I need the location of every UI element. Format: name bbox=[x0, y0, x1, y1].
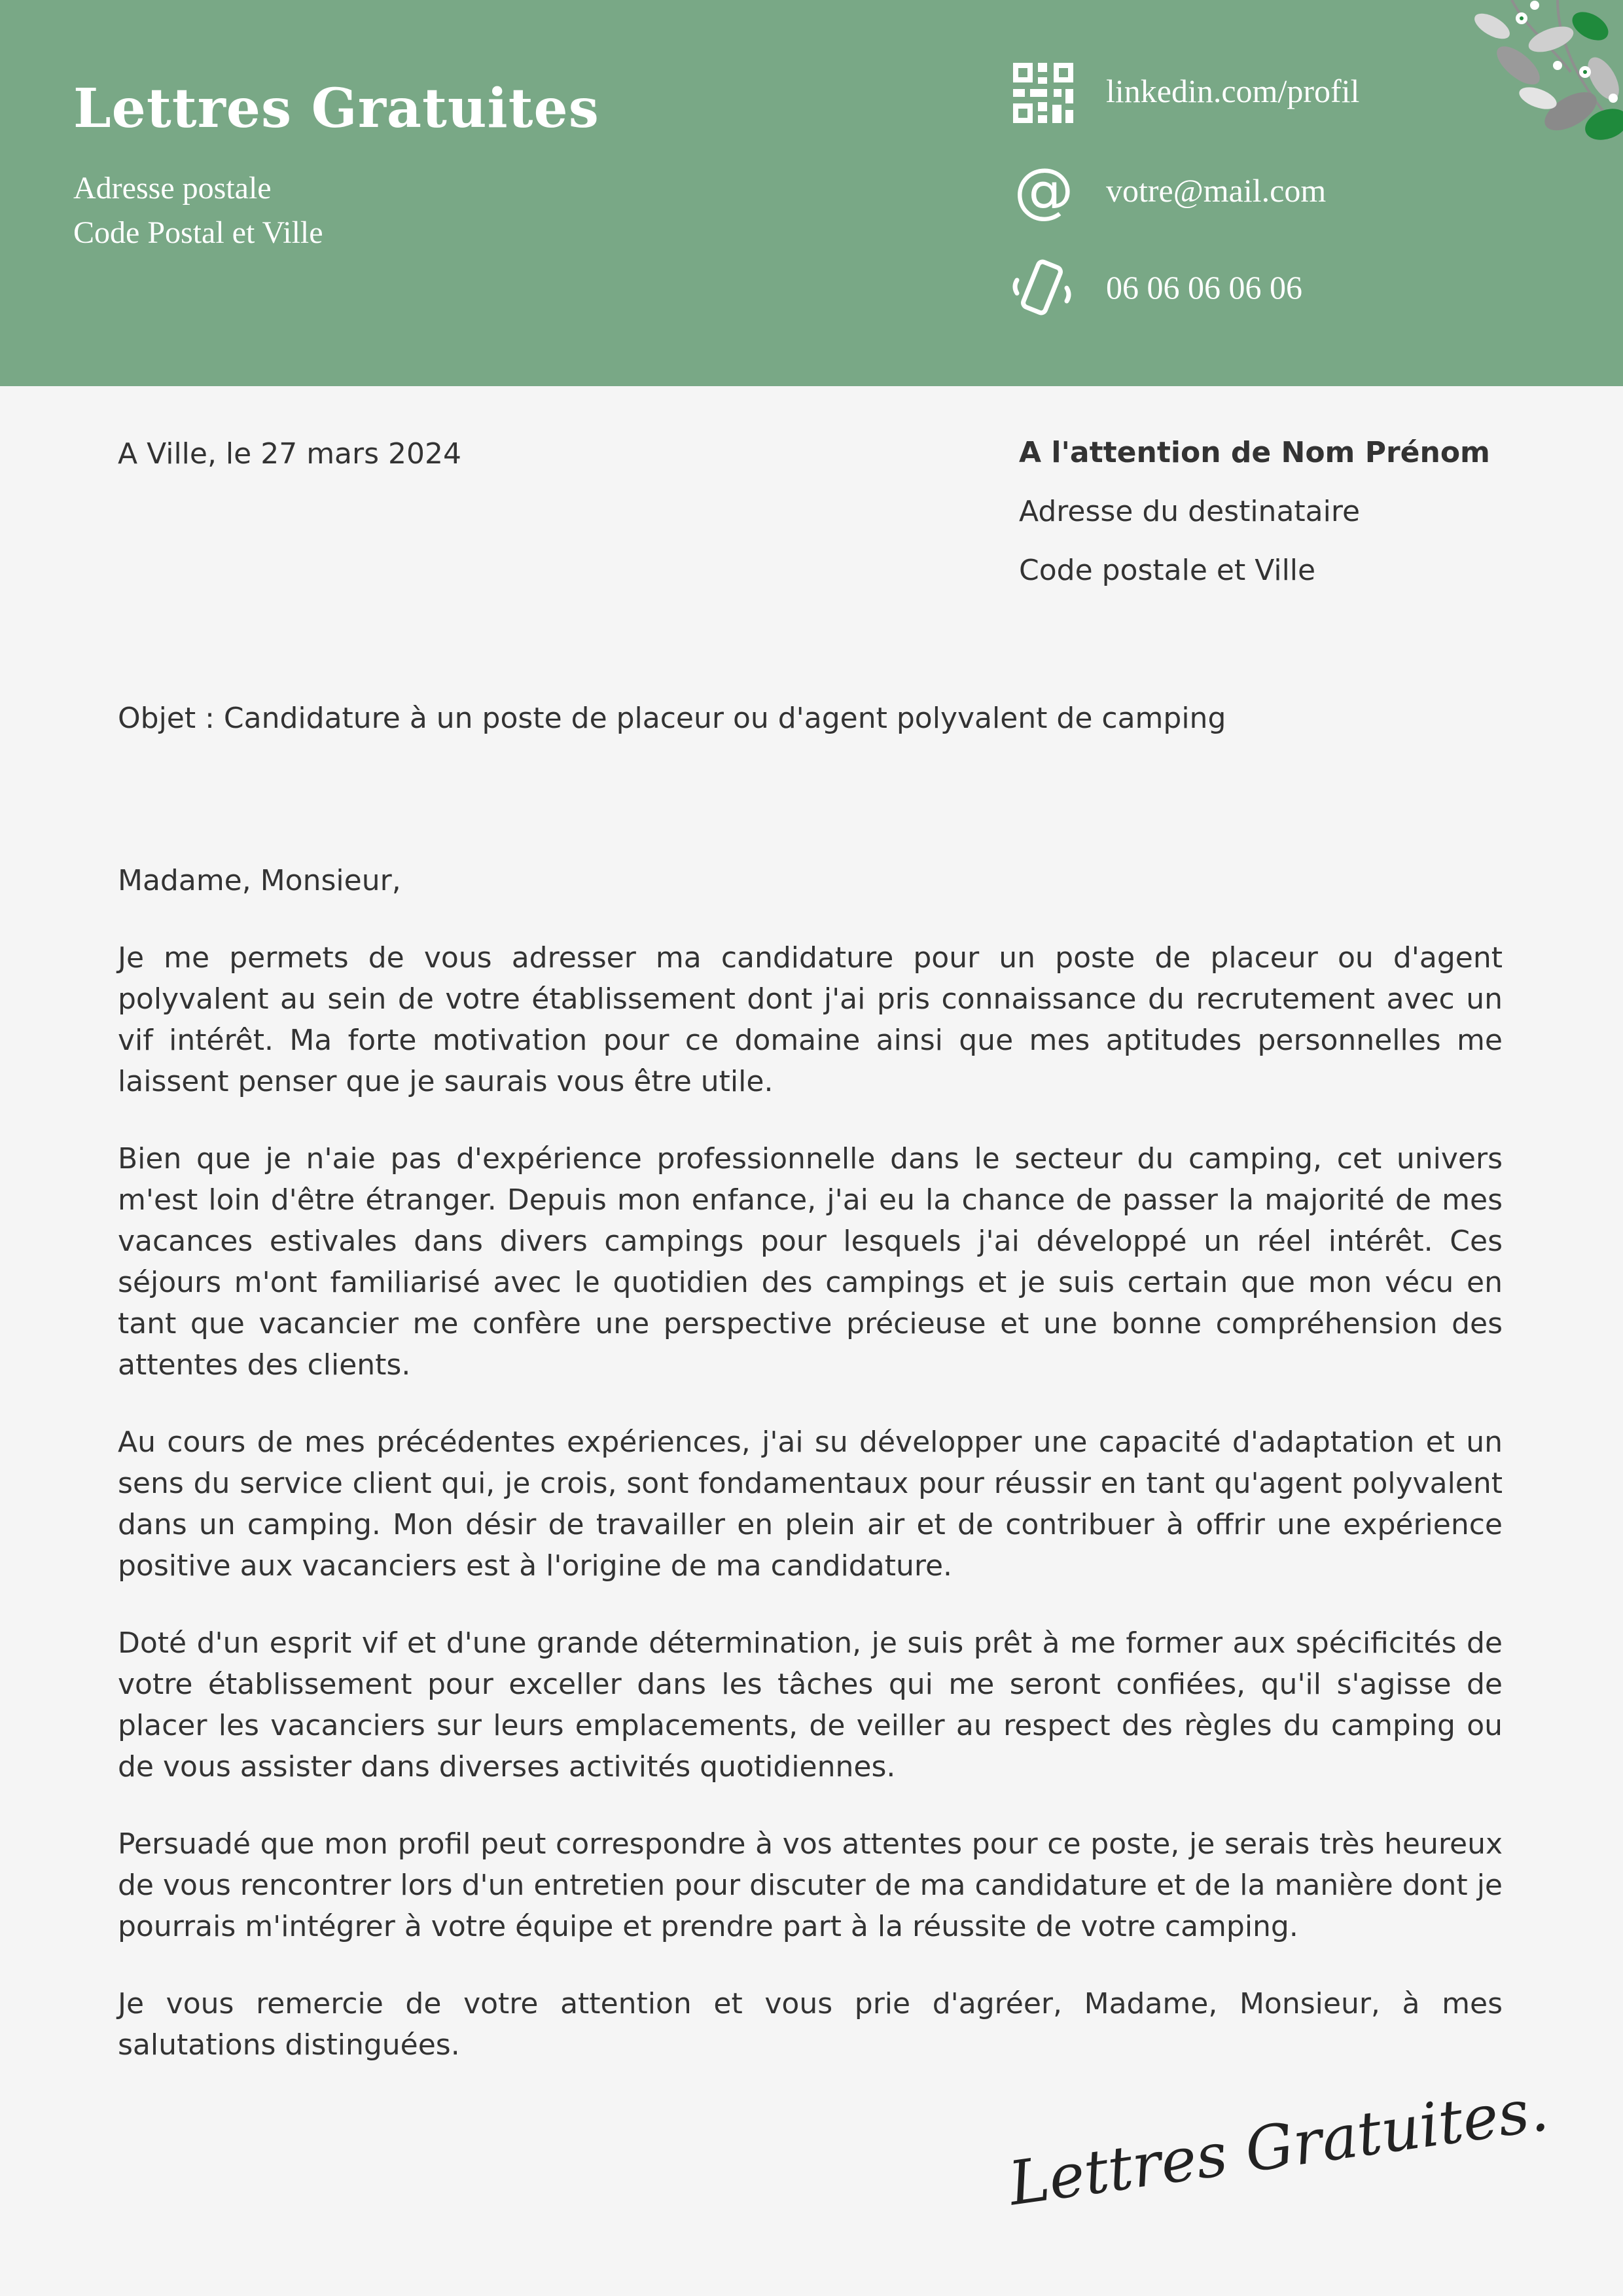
sender-name: Lettres Gratuites bbox=[73, 77, 599, 140]
letter-body bbox=[118, 860, 1503, 2102]
recipient-name: A l'attention de Nom Prénom bbox=[1019, 436, 1490, 469]
paragraph-3: Au cours de mes précédentes expériences, j'ai su développer une capacité d'adaptation et un sens du service client qui, je crois, sont fondamentaux pour réussir en tant qu'agent polyvalent dans un camping. Mon désir de travailler en plein air et de contribuer à offrir une expérience positive aux vacanciers est à l'origine de ma candidature. bbox=[118, 1426, 1503, 1583]
paragraph-2: Bien que je n'aie pas d'expérience professionnelle dans le secteur du camping, cet univers m'est loin d'être étranger. Depuis mon enfance, j'ai eu la chance de passer la majorité de mes vacances estivales dans divers campings pour lesquels j'ai développé un réel intérêt. Ces séjours m'ont familiarisé avec le quotidien des campings et je suis certain que mon vécu en tant que vacancier me confère une perspective précieuse et une bonne compréhension des attentes des clients. bbox=[118, 1142, 1503, 1382]
svg-text:Lettres Gratuites.: Lettres Gratuites. bbox=[1005, 2073, 1553, 2219]
sender-address: Adresse postale bbox=[73, 171, 272, 206]
paragraph-4: Doté d'un esprit vif et d'une grande détermination, je suis prêt à me former aux spécificités de votre établissement pour exceller dans les tâches qui me seront confiées, qu'il s'agisse de placer les vacanciers sur leurs emplacements, de veiller au respect des règles du camping ou de vous assister dans diverses activités quotidiennes. bbox=[118, 1626, 1503, 1784]
svg-text:@: @ bbox=[1014, 155, 1074, 225]
qr-code-icon bbox=[1008, 58, 1080, 130]
sender-city: Code Postal et Ville bbox=[73, 215, 323, 250]
recipient-city: Code postale et Ville bbox=[1019, 554, 1316, 587]
signature bbox=[1001, 2062, 1553, 2225]
recipient-address: Adresse du destinataire bbox=[1019, 495, 1361, 528]
subject-line: Objet : Candidature à un poste de placeur ou d'agent polyvalent de camping bbox=[118, 702, 1226, 735]
at-sign-icon bbox=[1008, 156, 1080, 228]
phone-number: 06 06 06 06 06 bbox=[1106, 269, 1302, 306]
linkedin-link[interactable]: linkedin.com/profil bbox=[1106, 73, 1360, 109]
paragraph-5: Persuadé que mon profil peut correspondre à vos attentes pour ce poste, je serais très heureux de vous rencontrer lors d'un entretien pour discuter de ma candidature et de la manière dont je pourrais m'intégrer à votre équipe et prendre part à la réussite de votre camping. bbox=[118, 1827, 1503, 1943]
email-link[interactable]: votre@mail.com bbox=[1106, 172, 1327, 209]
header-banner bbox=[0, 0, 1623, 386]
salutation: Madame, Monsieur, bbox=[118, 864, 401, 897]
decorative-leaves bbox=[1472, 0, 1623, 157]
paragraph-6: Je vous remercie de votre attention et vous prie d'agréer, Madame, Monsieur, à mes salutations distinguées. bbox=[118, 1987, 1503, 2062]
phone-icon bbox=[1008, 254, 1080, 326]
paragraph-1: Je me permets de vous adresser ma candidature pour un poste de placeur ou d'agent polyvalent au sein de votre établissement dont j'ai pris connaissance du recrutement avec un vif intérêt. Ma forte motivation pour ce domaine ainsi que mes aptitudes personnelles me laissent penser que je saurais vous être utile. bbox=[118, 941, 1503, 1098]
place-date: A Ville, le 27 mars 2024 bbox=[118, 437, 461, 471]
